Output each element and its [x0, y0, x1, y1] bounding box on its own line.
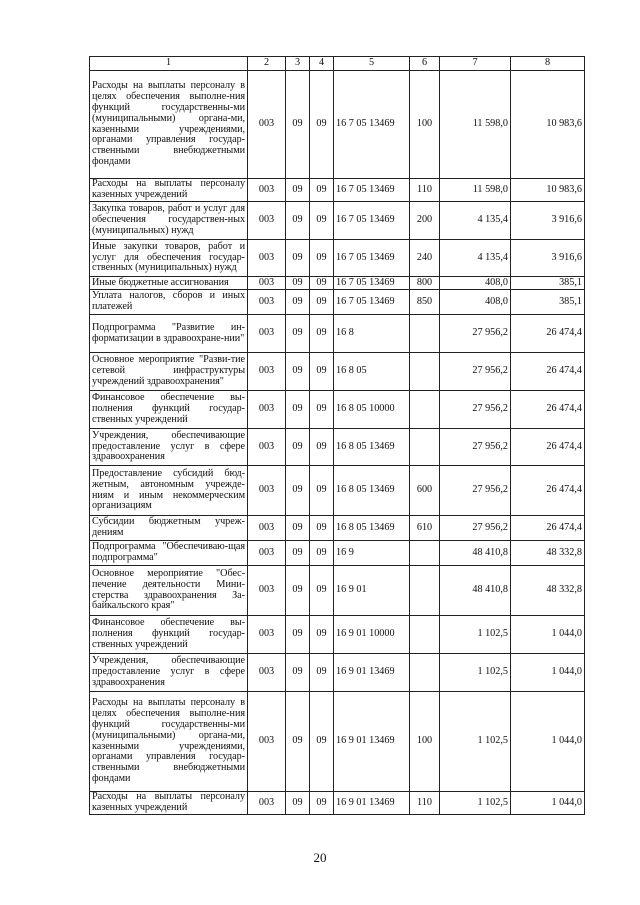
row-name: Учреждения, обеспечивающие предоставление услуг в сфере здравоохранения [90, 654, 248, 692]
table-row [90, 516, 585, 541]
table-body [90, 71, 585, 815]
row-name: Расходы на выплаты персоналу в целях обеспечения выполне-ния функций государственны-ми (муниципальными) органа-ми, казенными учреждениями, органами управления государ-ственными внебюджетными фондами [90, 692, 248, 792]
expense-type-code [410, 315, 440, 353]
target-article-code: 16 9 01 13469 [334, 654, 410, 692]
header-cell-7: 7 [440, 57, 511, 71]
expense-type-code: 850 [410, 290, 440, 315]
amount-col7: 11 598,0 [440, 179, 511, 202]
header-cell-4: 4 [310, 57, 334, 71]
subsection-code: 09 [310, 616, 334, 654]
amount-col8: 385,1 [511, 277, 585, 290]
admin-code: 003 [248, 290, 286, 315]
table-row [90, 654, 585, 692]
amount-col7: 408,0 [440, 290, 511, 315]
admin-code: 003 [248, 692, 286, 792]
page-number: 20 [313, 850, 327, 865]
target-article-code: 16 9 01 13469 [334, 692, 410, 792]
row-name: Финансовое обеспечение вы-полнения функций государ-ственных учреждений [90, 616, 248, 654]
subsection-code: 09 [310, 202, 334, 240]
subsection-code: 09 [310, 290, 334, 315]
admin-code: 003 [248, 202, 286, 240]
row-name: Расходы на выплаты персоналу в целях обеспечения выполне-ния функций государственны-ми (муниципальными) органа-ми, казенными учреждениями, органами управления государ-ственными внебюджетными фондами [90, 71, 248, 179]
table-row [90, 692, 585, 792]
amount-col7: 27 956,2 [440, 353, 511, 391]
table-row [90, 179, 585, 202]
amount-col7: 4 135,4 [440, 240, 511, 277]
admin-code: 003 [248, 179, 286, 202]
header-cell-8: 8 [511, 57, 585, 71]
header-cell-3: 3 [286, 57, 310, 71]
amount-col8: 26 474,4 [511, 315, 585, 353]
row-name: Закупка товаров, работ и услуг для обеспечения государствен-ных (муниципальных) нужд [90, 202, 248, 240]
subsection-code: 09 [310, 353, 334, 391]
row-name: Субсидии бюджетным учреж-дениям [90, 516, 248, 541]
subsection-code: 09 [310, 792, 334, 815]
target-article-code: 16 8 05 [334, 353, 410, 391]
expense-type-code [410, 654, 440, 692]
subsection-code: 09 [310, 466, 334, 516]
row-name: Подпрограмма "Обеспечиваю-щая подпрограмма" [90, 541, 248, 566]
table-row [90, 315, 585, 353]
amount-col8: 26 474,4 [511, 429, 585, 466]
section-code: 09 [286, 541, 310, 566]
amount-col8: 3 916,6 [511, 240, 585, 277]
amount-col7: 27 956,2 [440, 391, 511, 429]
amount-col8: 1 044,0 [511, 792, 585, 815]
table-row [90, 277, 585, 290]
section-code: 09 [286, 429, 310, 466]
target-article-code: 16 9 01 10000 [334, 616, 410, 654]
budget-table [89, 56, 585, 815]
target-article-code: 16 7 05 13469 [334, 277, 410, 290]
row-name: Основное мероприятие "Обес-печение деятельности Мини-стерства здравоохранения За-байкальского края" [90, 566, 248, 616]
section-code: 09 [286, 516, 310, 541]
row-name: Предоставление субсидий бюд-жетным, автономным учрежде-ниям и иным некоммерческим организациям [90, 466, 248, 516]
section-code: 09 [286, 202, 310, 240]
header-cell-2: 2 [248, 57, 286, 71]
amount-col7: 27 956,2 [440, 315, 511, 353]
row-name: Финансовое обеспечение вы-полнения функций государ-ственных учреждений [90, 391, 248, 429]
table-row [90, 466, 585, 516]
amount-col8: 26 474,4 [511, 466, 585, 516]
target-article-code: 16 9 01 [334, 566, 410, 616]
header-cell-6: 6 [410, 57, 440, 71]
row-name: Иные бюджетные ассигнования [90, 277, 248, 290]
target-article-code: 16 8 [334, 315, 410, 353]
target-article-code: 16 7 05 13469 [334, 71, 410, 179]
target-article-code: 16 7 05 13469 [334, 202, 410, 240]
target-article-code: 16 7 05 13469 [334, 290, 410, 315]
subsection-code: 09 [310, 566, 334, 616]
target-article-code: 16 7 05 13469 [334, 179, 410, 202]
amount-col7: 48 410,8 [440, 541, 511, 566]
admin-code: 003 [248, 792, 286, 815]
row-name: Учреждения, обеспечивающие предоставление услуг в сфере здравоохранения [90, 429, 248, 466]
table-row [90, 566, 585, 616]
admin-code: 003 [248, 71, 286, 179]
subsection-code: 09 [310, 516, 334, 541]
section-code: 09 [286, 353, 310, 391]
amount-col8: 26 474,4 [511, 516, 585, 541]
expense-type-code: 200 [410, 202, 440, 240]
expense-type-code [410, 429, 440, 466]
section-code: 09 [286, 654, 310, 692]
table-row [90, 290, 585, 315]
admin-code: 003 [248, 353, 286, 391]
amount-col8: 1 044,0 [511, 692, 585, 792]
expense-type-code [410, 616, 440, 654]
expense-type-code: 240 [410, 240, 440, 277]
table-row [90, 391, 585, 429]
expense-type-code [410, 566, 440, 616]
section-code: 09 [286, 792, 310, 815]
expense-type-code: 610 [410, 516, 440, 541]
table-row [90, 541, 585, 566]
table-row [90, 792, 585, 815]
amount-col7: 1 102,5 [440, 654, 511, 692]
subsection-code: 09 [310, 277, 334, 290]
target-article-code: 16 8 05 13469 [334, 429, 410, 466]
amount-col7: 27 956,2 [440, 516, 511, 541]
section-code: 09 [286, 391, 310, 429]
amount-col8: 26 474,4 [511, 391, 585, 429]
target-article-code: 16 8 05 13469 [334, 466, 410, 516]
section-code: 09 [286, 692, 310, 792]
header-cell-1: 1 [90, 57, 248, 71]
table-row [90, 353, 585, 391]
amount-col8: 385,1 [511, 290, 585, 315]
table-row [90, 616, 585, 654]
target-article-code: 16 7 05 13469 [334, 240, 410, 277]
amount-col7: 4 135,4 [440, 202, 511, 240]
subsection-code: 09 [310, 692, 334, 792]
row-name: Подпрограмма "Развитие ин-форматизации в здравоохране-нии" [90, 315, 248, 353]
amount-col8: 1 044,0 [511, 654, 585, 692]
row-name: Основное мероприятие "Разви-тие сетевой инфраструктуры учреждений здравоохранения" [90, 353, 248, 391]
subsection-code: 09 [310, 541, 334, 566]
admin-code: 003 [248, 315, 286, 353]
amount-col7: 1 102,5 [440, 692, 511, 792]
admin-code: 003 [248, 516, 286, 541]
expense-type-code: 100 [410, 692, 440, 792]
admin-code: 003 [248, 277, 286, 290]
amount-col8: 1 044,0 [511, 616, 585, 654]
amount-col7: 11 598,0 [440, 71, 511, 179]
section-code: 09 [286, 240, 310, 277]
amount-col7: 27 956,2 [440, 466, 511, 516]
admin-code: 003 [248, 541, 286, 566]
expense-type-code: 110 [410, 179, 440, 202]
expense-type-code: 100 [410, 71, 440, 179]
admin-code: 003 [248, 616, 286, 654]
header-row [90, 57, 585, 71]
target-article-code: 16 9 01 13469 [334, 792, 410, 815]
subsection-code: 09 [310, 240, 334, 277]
amount-col8: 26 474,4 [511, 353, 585, 391]
subsection-code: 09 [310, 429, 334, 466]
admin-code: 003 [248, 429, 286, 466]
expense-type-code: 600 [410, 466, 440, 516]
admin-code: 003 [248, 566, 286, 616]
expense-type-code: 800 [410, 277, 440, 290]
expense-type-code [410, 541, 440, 566]
table-row [90, 202, 585, 240]
admin-code: 003 [248, 391, 286, 429]
amount-col7: 1 102,5 [440, 792, 511, 815]
subsection-code: 09 [310, 654, 334, 692]
section-code: 09 [286, 616, 310, 654]
expense-type-code [410, 391, 440, 429]
subsection-code: 09 [310, 179, 334, 202]
amount-col8: 48 332,8 [511, 566, 585, 616]
subsection-code: 09 [310, 315, 334, 353]
expense-type-code [410, 353, 440, 391]
amount-col8: 48 332,8 [511, 541, 585, 566]
section-code: 09 [286, 566, 310, 616]
amount-col8: 10 983,6 [511, 71, 585, 179]
section-code: 09 [286, 277, 310, 290]
header-cell-5: 5 [334, 57, 410, 71]
target-article-code: 16 8 05 10000 [334, 391, 410, 429]
subsection-code: 09 [310, 71, 334, 179]
row-name: Расходы на выплаты персоналу казенных учреждений [90, 179, 248, 202]
row-name: Расходы на выплаты персоналу казенных учреждений [90, 792, 248, 815]
target-article-code: 16 8 05 13469 [334, 516, 410, 541]
amount-col7: 48 410,8 [440, 566, 511, 616]
expense-type-code: 110 [410, 792, 440, 815]
admin-code: 003 [248, 466, 286, 516]
section-code: 09 [286, 315, 310, 353]
amount-col7: 408,0 [440, 277, 511, 290]
table-row [90, 71, 585, 179]
admin-code: 003 [248, 654, 286, 692]
admin-code: 003 [248, 240, 286, 277]
section-code: 09 [286, 71, 310, 179]
row-name: Уплата налогов, сборов и иных платежей [90, 290, 248, 315]
table-row [90, 429, 585, 466]
amount-col7: 1 102,5 [440, 616, 511, 654]
section-code: 09 [286, 466, 310, 516]
section-code: 09 [286, 290, 310, 315]
target-article-code: 16 9 [334, 541, 410, 566]
row-name: Иные закупки товаров, работ и услуг для обеспечения государ-ственных (муниципальных) нужд [90, 240, 248, 277]
amount-col8: 3 916,6 [511, 202, 585, 240]
section-code: 09 [286, 179, 310, 202]
table-row [90, 240, 585, 277]
subsection-code: 09 [310, 391, 334, 429]
amount-col7: 27 956,2 [440, 429, 511, 466]
amount-col8: 10 983,6 [511, 179, 585, 202]
